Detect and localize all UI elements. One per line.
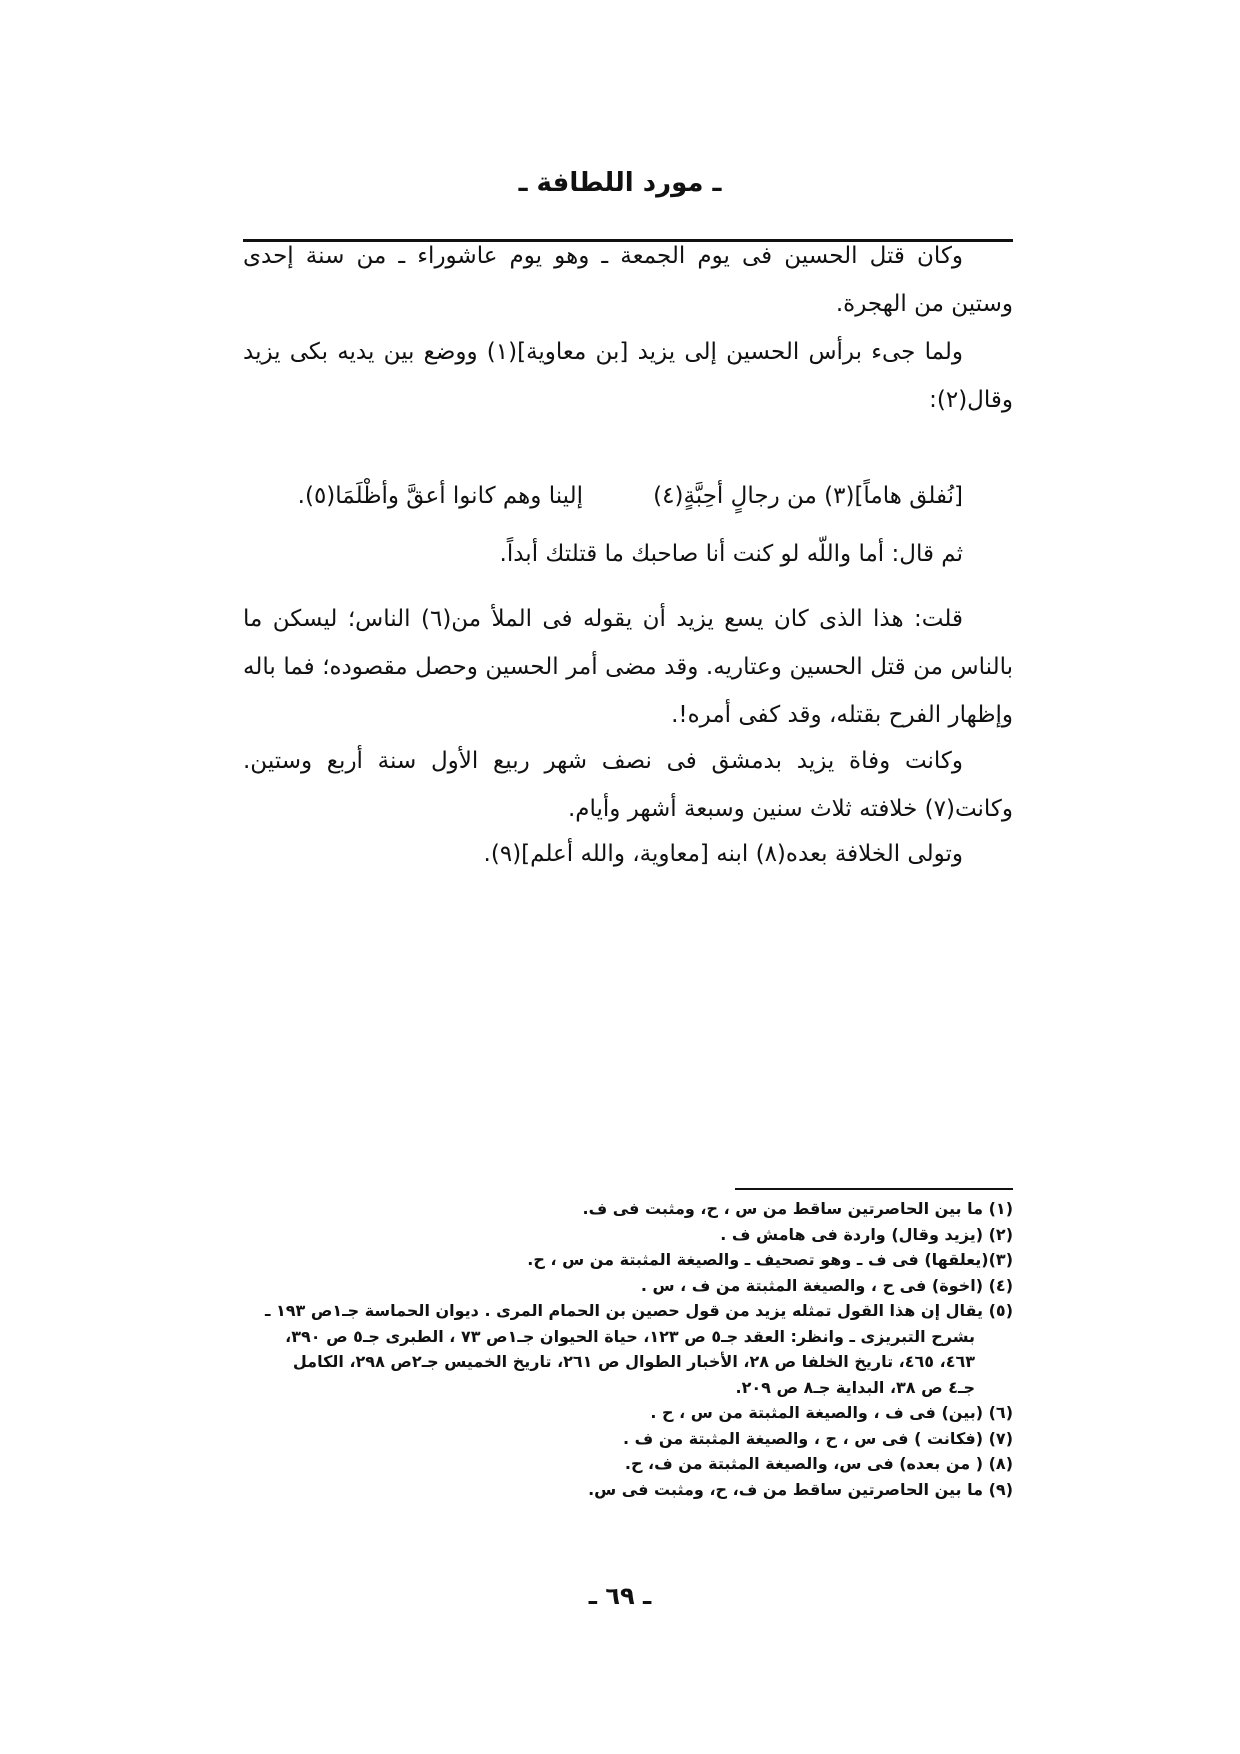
footnote-8: (٨) ( من بعده) فى س، والصيغة المثبتة من ف، ح. — [624, 1454, 1013, 1473]
poem-second-hemistich: إلينا وهم كانوا أعقَّ وأظْلَمَا(٥). — [297, 483, 583, 509]
footnote-5-continued: جـ٤ ص ٣٨، البداية جـ٨ ص ٢٠٩. — [735, 1377, 975, 1397]
page-number: ـ ٦٩ ـ — [588, 1582, 652, 1610]
footnote-7: (٧) (فكانت ) فى س ، ح ، والصيغة المثبتة من ف . — [623, 1428, 1013, 1448]
footnote-5-continued: ٤٦٣، ٤٦٥، تاريخ الخلفا ص ٢٨، الأخبار الطوال ص ٢٦١، تاريخ الخميس جـ٢ص ٢٩٨، الكامل — [292, 1352, 975, 1371]
paragraph-3: ثم قال: أما واللّه لو كنت أنا صاحبك ما قتلتك أبداً. — [499, 541, 963, 567]
footnote-2: (٢) (يزيد وقال) واردة فى هامش ف . — [720, 1224, 1013, 1244]
running-header: ـ مورد اللطافة ـ — [518, 168, 722, 198]
paragraph-2: ولما جىء برأس الحسين إلى يزيد [بن معاوية](١) ووضع بين يديه بكى يزيد وقال(٢): — [243, 339, 1013, 413]
footnote-6: (٦) (بين) فى ف ، والصيغة المثبتة من س ، ح . — [650, 1403, 1013, 1422]
footnote-5: (٥) يقال إن هذا القول تمثله يزيد من قول حصين بن الحمام المرى . ديوان الحماسة جـ١ص ١٩٣ ـ — [264, 1301, 1013, 1320]
paragraph-6: وتولى الخلافة بعده(٨) ابنه [معاوية، والله أعلم](٩). — [483, 841, 963, 867]
footnote-5-continued: بشرح التبريزى ـ وانظر: العقد جـ٥ ص ١٢٣، حياة الحيوان جـ١ص ٧٣ ، الطبرى جـ٥ ص ٣٩٠، — [285, 1326, 975, 1346]
paragraph-4: قلت: هذا الذى كان يسع يزيد أن يقوله فى الملأ من(٦) الناس؛ ليسكن ما بالناس من قتل الحسين وعتاريه. وقد مضى أمر الحسين وحصل مقصوده؛ فما باله وإظهار الفرح بقتله، وقد كفى أمره!. — [243, 606, 1013, 728]
paragraph-5: وكانت وفاة يزيد بدمشق فى نصف شهر ربيع الأول سنة أربع وستين. وكانت(٧) خلافته ثلاث سنين وسبعة أشهر وأيام. — [243, 748, 1013, 822]
footnote-1: (١) ما بين الحاصرتين ساقط من س ، ح، ومثبت فى ف. — [582, 1199, 1013, 1218]
poem-first-hemistich: [نُفلق هاماً](٣) من رجالٍ أحِبَّةٍ(٤) — [653, 483, 963, 509]
footnote-4: (٤) (اخوة) فى ح ، والصيغة المثبتة من ف ، س . — [640, 1275, 1013, 1295]
footnote-9: (٩) ما بين الحاصرتين ساقط من ف، ح، ومثبت فى س. — [588, 1479, 1013, 1499]
footnote-divider — [735, 1188, 1013, 1190]
poem-verse — [243, 472, 1013, 520]
footnotes-list — [243, 1196, 1013, 1502]
paragraph-1: وكان قتل الحسين فى يوم الجمعة ـ وهو يوم عاشوراء ـ من سنة إحدى وستين من الهجرة. — [243, 243, 1013, 317]
footnote-3: (٣)(يعلقها) فى ف ـ وهو تصحيف ـ والصيغة المثبتة من س ، ح. — [527, 1250, 1013, 1269]
